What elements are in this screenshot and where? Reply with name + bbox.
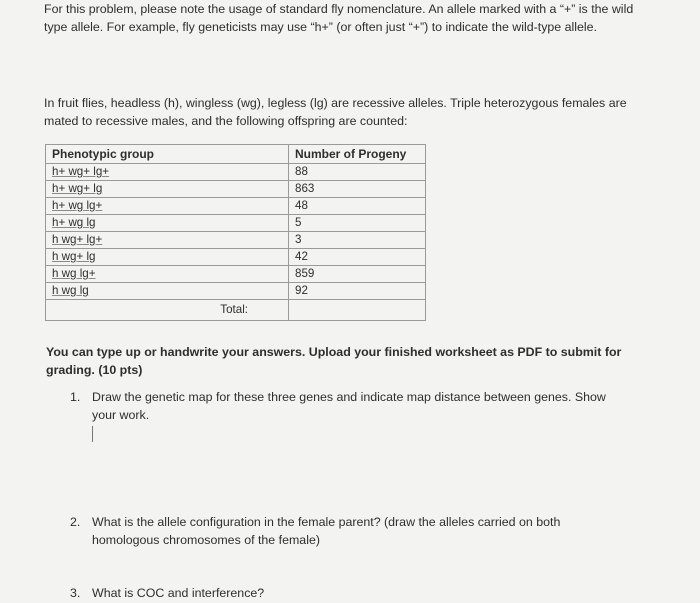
- total-label: Total:: [46, 300, 289, 321]
- phenotype-cell: h wg lg: [46, 283, 289, 300]
- count-cell: 88: [289, 164, 426, 181]
- phenotype-cell: h+ wg lg+: [46, 198, 289, 215]
- submission-instructions: You can type up or handwrite your answers. Upload your finished worksheet as PDF to submit for grading. (10 pts): [46, 345, 622, 377]
- question-number: 1.: [70, 390, 81, 404]
- table-row: [46, 198, 426, 215]
- count-cell: 42: [289, 249, 426, 266]
- table-row: [46, 164, 426, 181]
- table-header-row: [46, 145, 426, 164]
- nomenclature-paragraph: For this problem, please note the usage of standard fly nomenclature. An allele marked with a “+” is the wild type allele. For example, fly geneticists may use “h+” (or often just “+”) to indicate the wild-type allele.: [44, 2, 634, 34]
- table-total-row: [46, 300, 426, 321]
- header-number-of-progeny: Number of Progeny: [289, 145, 426, 164]
- table-row: [46, 249, 426, 266]
- phenotype-cell: h wg lg+: [46, 266, 289, 283]
- phenotype-cell: h wg+ lg: [46, 249, 289, 266]
- cross-description-paragraph: In fruit flies, headless (h), wingless (wg), legless (lg) are recessive alleles. Triple heterozygous females are mated to recessive males, and the following offspring are counted:: [44, 96, 627, 128]
- count-cell: 5: [289, 215, 426, 232]
- text-cursor: [92, 426, 93, 442]
- count-cell: 3: [289, 232, 426, 249]
- question-text: Draw the genetic map for these three genes and indicate map distance between genes. Show your work.: [92, 390, 606, 422]
- table-row: [46, 283, 426, 300]
- progeny-table: [45, 144, 426, 321]
- question-text: What is the allele configuration in the female parent? (draw the alleles carried on both homologous chromosomes of the female): [92, 515, 561, 547]
- phenotype-cell: h+ wg lg: [46, 215, 289, 232]
- question-number: 2.: [70, 515, 81, 529]
- header-phenotypic-group: Phenotypic group: [46, 145, 289, 164]
- phenotype-cell: h+ wg+ lg+: [46, 164, 289, 181]
- question-text: What is COC and interference?: [92, 586, 265, 600]
- table-row: [46, 266, 426, 283]
- count-cell: 859: [289, 266, 426, 283]
- count-cell: 92: [289, 283, 426, 300]
- phenotype-cell: h wg+ lg+: [46, 232, 289, 249]
- question-number: 3.: [70, 586, 81, 600]
- table-row: [46, 232, 426, 249]
- phenotype-cell: h+ wg+ lg: [46, 181, 289, 198]
- total-value-cell[interactable]: [289, 300, 426, 321]
- table-row: [46, 215, 426, 232]
- count-cell: 48: [289, 198, 426, 215]
- table-row: [46, 181, 426, 198]
- count-cell: 863: [289, 181, 426, 198]
